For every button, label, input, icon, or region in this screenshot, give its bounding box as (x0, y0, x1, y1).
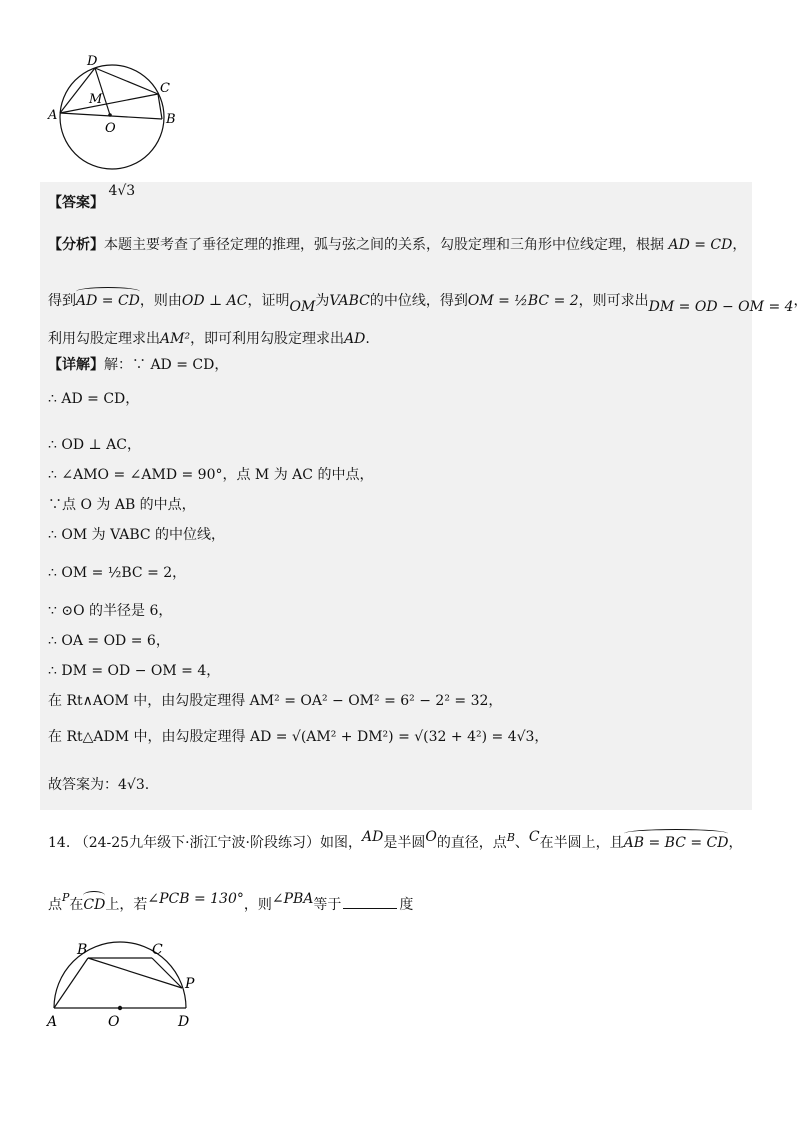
q14-text-f: ， (728, 835, 743, 851)
segment-dc (95, 68, 158, 94)
analysis-arc-eq: AD = CD (76, 293, 140, 309)
analysis-eq1: OM = ½BC = 2 (467, 293, 579, 309)
detail-step-11: 在 Rt∧AOM 中，由勾股定理得 AM² = OA² − OM² = 6² − 2² = 32， (48, 693, 503, 709)
analysis-perp: OD ⊥ AC (181, 293, 248, 309)
question-14-line-2 (48, 891, 414, 915)
label-a: A (48, 108, 58, 123)
analysis-2f: ，则可求出 (578, 293, 649, 309)
label-o: O (108, 1014, 120, 1030)
detail-step-8: ∵ ⊙O 的半径是 6， (48, 603, 173, 619)
answer-line (48, 183, 136, 212)
q14-ad: AD (361, 829, 384, 845)
q14-o: O (425, 829, 437, 845)
question-number: 14. (48, 835, 71, 851)
q14-text-d: 、 (514, 835, 529, 851)
answer-value: 4√3 (108, 183, 136, 199)
semicircle-arc (54, 942, 186, 1008)
label-a: A (47, 1014, 58, 1030)
detail-step-4: ∴ ∠AMO = ∠AMD = 90°，点 M 为 AC 的中点， (48, 467, 374, 483)
label-m: M (89, 92, 103, 107)
analysis-2e: 的中位线，得到 (369, 293, 468, 309)
detail-step-6: ∴ OM 为 VABC 的中位线， (48, 527, 226, 543)
analysis-2c: ，证明 (247, 293, 290, 309)
q14-2d: ，则 (243, 897, 272, 913)
analysis-2b: ，则由 (139, 293, 182, 309)
q14-2e: 等于 (313, 897, 342, 913)
detail-tag: 【详解】 (48, 357, 104, 373)
analysis-3b: ，即可利用勾股定理求出 (190, 331, 345, 347)
analysis-tri: VABC (329, 293, 370, 309)
answer-blank (343, 908, 397, 909)
analysis-line-1: 【分析】本题主要考查了垂径定理的推理，弧与弦之间的关系，勾股定理和三角形中位线定理，根据 AD = CD， (48, 237, 747, 253)
point-o (118, 1006, 122, 1010)
detail-step-3: ∴ OD ⊥ AC， (48, 437, 141, 453)
label-b: B (77, 942, 88, 958)
analysis-line-3 (48, 330, 370, 348)
label-c: C (152, 942, 163, 958)
analysis-text-1: 本题主要考查了垂径定理的推理，弧与弦之间的关系，勾股定理和三角形中位线定理，根据 (104, 237, 664, 253)
analysis-line-2: 得到AD = CD，则由OD ⊥ AC，证明OM为VABC的中位线，得到OM = ½BC = 2，则可求出DM = OD − OM = 4， (48, 293, 808, 315)
detail-step-7: ∴ OM = ½BC = 2， (48, 565, 187, 581)
detail-step-12: 在 Rt△ADM 中，由勾股定理得 AD = √(AM² + DM²) = √(32 + 4²) = 4√3， (48, 729, 549, 745)
q14-text-e: 在半圆上，且 (539, 835, 624, 851)
answer-tag: 【答案】 (48, 195, 104, 211)
analysis-om: OM (289, 299, 316, 315)
analysis-2d: 为 (315, 293, 330, 309)
question-source: （24-25九年级下·浙江宁波·阶段练习） (74, 835, 320, 851)
detail-step-2: ∴ AD = CD， (48, 391, 140, 407)
label-c: C (160, 81, 170, 96)
label-d: D (178, 1014, 190, 1030)
analysis-ad: AD (344, 331, 366, 347)
q14-angle-2: ∠PBA (271, 891, 314, 907)
label-o: O (105, 121, 116, 136)
q14-angle-1: ∠PCB = 130° (147, 891, 244, 907)
circle-o (60, 65, 164, 169)
q14-text-c: 的直径，点 (436, 835, 507, 851)
q14-2f: 度 (399, 897, 414, 913)
analysis-3c: . (365, 331, 370, 347)
q14-text-a: 如图， (319, 835, 362, 851)
detail-step-10: ∴ DM = OD − OM = 4， (48, 663, 221, 679)
figure-semicircle-diagram (44, 938, 204, 1030)
detail-step-13: 故答案为：4√3. (48, 777, 150, 793)
analysis-3a: 利用勾股定理求出 (48, 331, 160, 347)
analysis-am: AM² (160, 331, 191, 347)
analysis-math-1: AD = CD (668, 237, 733, 253)
solution-panel (40, 182, 808, 810)
q14-2c: 上，若 (105, 897, 148, 913)
q14-b: B (506, 831, 515, 844)
analysis-tag: 【分析】 (48, 237, 104, 253)
label-d: D (87, 54, 98, 69)
detail-step-9: ∴ OA = OD = 6， (48, 633, 170, 649)
q14-p: P (62, 891, 70, 904)
q14-arc-cd: CD (83, 897, 106, 913)
q14-c: C (528, 829, 540, 845)
point-o (108, 113, 112, 117)
figure-circle-diagram (40, 50, 190, 180)
analysis-eq2: DM = OD − OM = 4 (648, 299, 794, 315)
q14-2a: 点 (48, 897, 62, 913)
label-b: B (166, 112, 176, 127)
q14-text-b: 是半圆 (383, 835, 426, 851)
label-p: P (185, 976, 195, 992)
detail-step-5: ∵点 O 为 AB 的中点， (48, 497, 196, 513)
detail-step-text: 解：∵ AD = CD， (104, 357, 229, 373)
question-14-line-1 (48, 829, 743, 853)
q14-2b: 在 (69, 897, 84, 913)
q14-arcs: AB = BC = CD (623, 835, 729, 851)
analysis-2a: 得到 (48, 293, 76, 309)
detail-step-1 (48, 356, 228, 374)
